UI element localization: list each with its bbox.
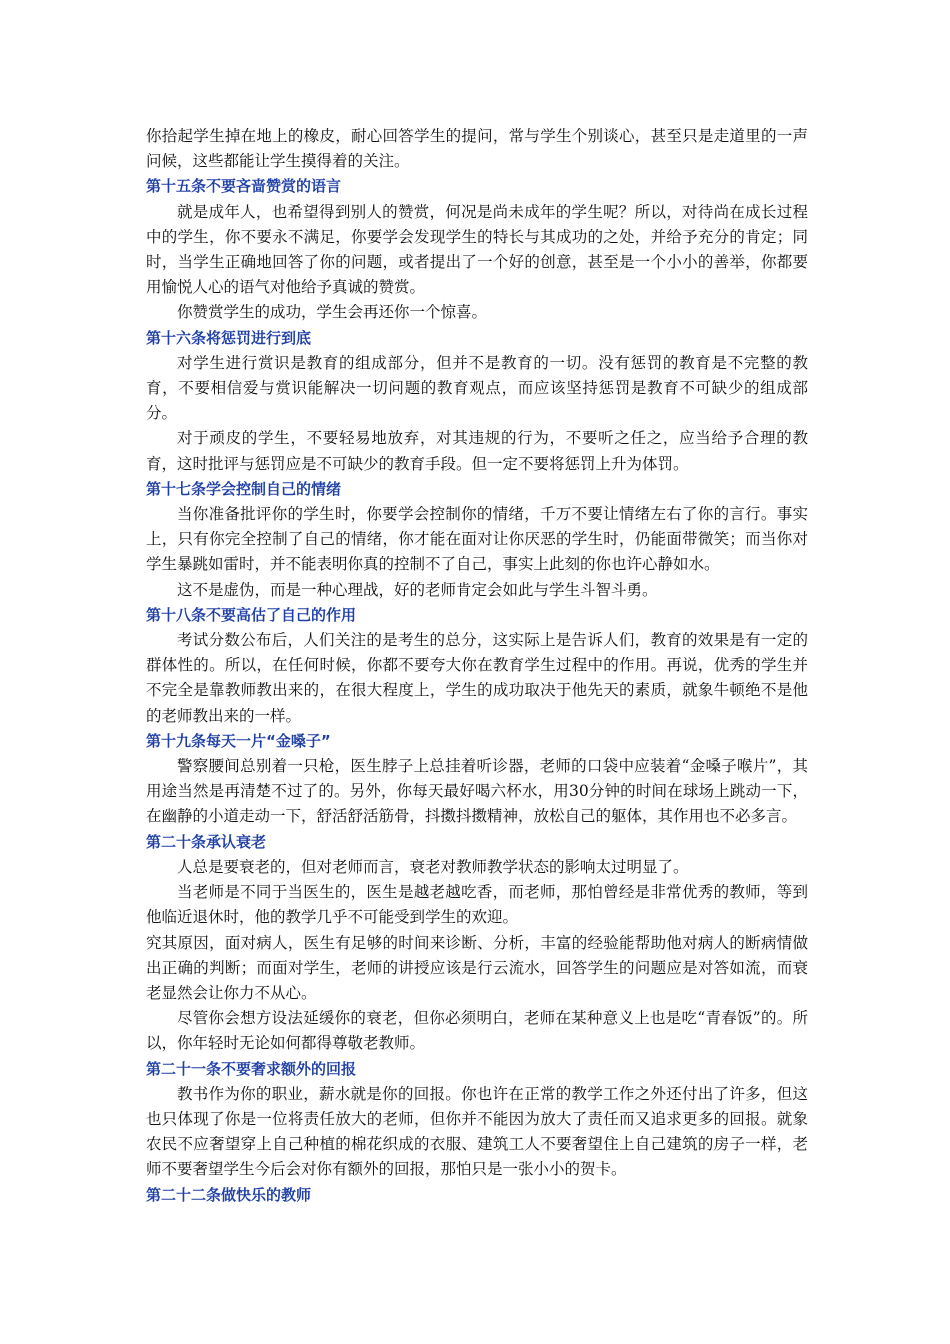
section-heading: 第十七条学会控制自己的情绪 [146, 479, 342, 498]
body-paragraph: 就是成年人，也希望得到别人的赞赏，何况是尚未成年的学生呢？所以，对待尚在成长过程中的学生，你不要永不满足，你要学会发现学生的特长与其成功的之处，并给予充分的肯定；同时，当学生正确地回答了你的问题，或者提出了一个好的创意，甚至是一个小小的善举，你都要用愉悦人心的语气对他给予真诚的赞赏。 [146, 202, 808, 297]
body-paragraph: 这不是虚伪，而是一种心理战，好的老师肯定会如此与学生斗智斗勇。 [177, 580, 658, 599]
body-paragraph: 对学生进行赏识是教育的组成部分，但并不是教育的一切。没有惩罚的教育是不完整的教育，不要相信爱与赏识能解决一切问题的教育观点，而应该坚持惩罚是教育不可缺少的组成部分。 [146, 353, 808, 423]
body-paragraph: 尽管你会想方设法延缓你的衰老，但你必须明白，老师在某种意义上也是吃“青春饭”的。所以，你年轻时无论如何都得尊敬老教师。 [146, 1009, 808, 1053]
section-heading: 第十六条将惩罚进行到底 [146, 328, 312, 347]
body-paragraph: 当你准备批评你的学生时，你要学会控制你的情绪，千万不要让情绪左右了你的言行。事实上，只有你完全控制了自己的情绪，你才能在面对让你厌恶的学生时，仍能面带微笑；而当你对学生暴跳如雷时，并不能表明你真的控制不了自己，事实上此刻的你也许心静如水。 [146, 505, 808, 574]
body-paragraph: 考试分数公布后，人们关注的是考生的总分，这实际上是告诉人们，教育的效果是有一定的群体性的。所以，在任何时候，你都不要夸大你在教育学生过程中的作用。再说，优秀的学生并不完全是靠教师教出来的，在很大程度上，学生的成功取决于他先天的素质，就象牛顿绝不是他的老师教出来的一样。 [146, 631, 808, 725]
body-paragraph: 你赞赏学生的成功，学生会再还你一个惊喜。 [177, 303, 488, 322]
body-paragraph: 人总是要衰老的，但对老师而言，衰老对教师教学状态的影响太过明显了。 [177, 857, 689, 876]
section-heading: 第二十条承认衰老 [146, 832, 267, 851]
section-heading: 第二十二条做快乐的教师 [146, 1185, 312, 1204]
section-heading: 第十八条不要高估了自己的作用 [146, 605, 357, 624]
body-paragraph: 当老师是不同于当医生的，医生是越老越吃香，而老师，那怕曾经是非常优秀的教师，等到他临近退休时，他的教学几乎不可能受到学生的欢迎。 [146, 883, 808, 927]
body-paragraph: 你拾起学生掉在地上的橡皮，耐心回答学生的提问，常与学生个别谈心，甚至只是走道里的一声问候，这些都能让学生摸得着的关注。 [146, 127, 808, 171]
body-paragraph: 警察腰间总别着一只枪，医生脖子上总挂着听诊器，老师的口袋中应装着“金嗓子喉片”，其用途当然是再清楚不过了的。另外，你每天最好喝六杯水，用30分钟的时间在球场上跳动一下，在幽静的小道走动一下，舒活舒活筋骨，抖擞抖擞精神，放松自己的躯体，其作用也不必多言。 [146, 757, 808, 826]
section-heading: 第十五条不要吝啬赞赏的语言 [146, 177, 342, 196]
section-heading: 第十九条每天一片“金嗓子” [146, 731, 331, 750]
body-paragraph: 教书作为你的职业，薪水就是你的回报。你也许在正常的教学工作之外还付出了许多，但这也只体现了你是一位将责任放大的老师，但你并不能因为放大了责任而又追求更多的回报。就象农民不应奢望穿上自己种植的棉花织成的衣服、建筑工人不要奢望住上自己建筑的房子一样，老师不要奢望学生今后会对你有额外的回报，那怕只是一张小小的贺卡。 [146, 1084, 808, 1179]
document-body [146, 124, 808, 1208]
section-heading: 第二十一条不要奢求额外的回报 [146, 1059, 357, 1078]
body-paragraph: 究其原因，面对病人，医生有足够的时间来诊断、分析，丰富的经验能帮助他对病人的断病情做出正确的判断；而面对学生，老师的讲授应该是行云流水，回答学生的问题应是对答如流，而衰老显然会让你力不从心。 [146, 933, 808, 1002]
body-paragraph: 对于顽皮的学生，不要轻易地放弃，对其违规的行为，不要听之任之，应当给予合理的教育，这时批评与惩罚应是不可缺少的教育手段。但一定不要将惩罚上升为体罚。 [146, 429, 808, 473]
